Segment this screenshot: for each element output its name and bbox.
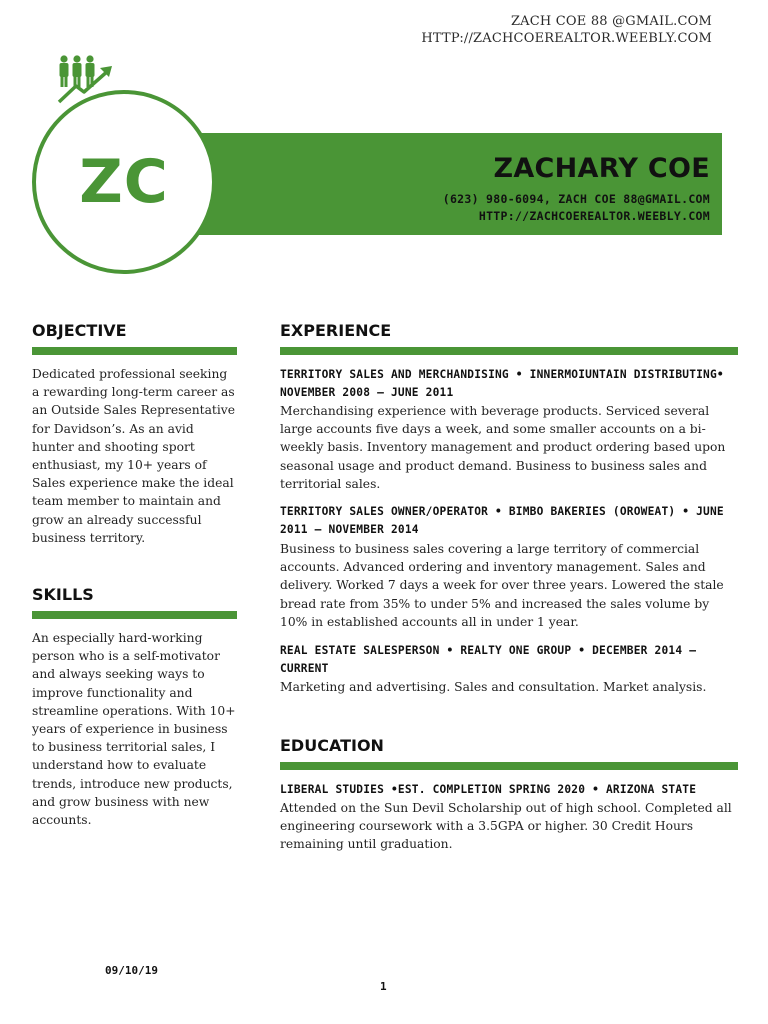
experience-rule: [280, 347, 738, 355]
education-title: EDUCATION: [280, 736, 384, 755]
job-heading-3: REAL ESTATE SALESPERSON • REALTY ONE GROUP • DECEMBER 2014 – CURRENT: [280, 644, 697, 675]
initials-circle: [32, 90, 216, 274]
skills-text: An especially hard-working person who is a self-motivator and always seeking ways to improve functionality and streamline operations. With 10+ years of experience in business to business territorial sales, I understand how to evaluate trends, introduce new products, and grow business with new accounts.: [32, 631, 236, 828]
skills-rule: [32, 611, 237, 619]
job-description-1: Merchandising experience with beverage products. Serviced several large accounts five days a week, and some smaller accounts on a bi-weekly basis. Inventory management and product ordering based upon seasonal usage and product demand. Business to business sales and territorial sales.: [280, 404, 726, 491]
experience-title: EXPERIENCE: [280, 321, 392, 340]
footer-date: 09/10/19: [105, 964, 158, 977]
objective-title: OBJECTIVE: [32, 321, 127, 340]
website: HTTP://ZACHCOEREALTOR.WEEBLY.COM: [478, 209, 710, 223]
education-heading: LIBERAL STUDIES •EST. COMPLETION SPRING 2020 • ARIZONA STATE: [280, 783, 697, 796]
page-number: 1: [380, 980, 387, 993]
top-website: HTTP://ZACHCOEREALTOR.WEEBLY.COM: [421, 31, 712, 46]
job-description-3: Marketing and advertising. Sales and consultation. Market analysis.: [280, 680, 707, 694]
initials: ZC: [79, 147, 169, 217]
job-heading-2: TERRITORY SALES OWNER/OPERATOR • BIMBO BAKERIES (OROWEAT) • JUNE 2011 – NOVEMBER 2014: [280, 505, 724, 536]
objective-text: Dedicated professional seeking a rewarding long-term career as an Outside Sales Representative for Davidson’s. As an avid hunter and shooting sport enthusiast, my 10+ years of Sales experience make the ideal team member to maintain and grow an already successful business territory.: [32, 367, 236, 545]
education-rule: [280, 762, 738, 770]
objective-rule: [32, 347, 237, 355]
top-email: ZACH COE 88 @GMAIL.COM: [510, 14, 712, 29]
top-contact-block: [421, 13, 712, 47]
phone-email: (623) 980-6094, ZACH COE 88@GMAIL.COM: [442, 192, 710, 206]
skills-title: SKILLS: [32, 585, 94, 604]
job-description-2: Business to business sales covering a large territory of commercial accounts. Advanced ordering and inventory management. Sales and delivery. Worked 7 days a week for over three years. Lowered the stale bread rate from 35% to under 5% and increased the sales volume by 10% in established accounts all in under 1 year.: [280, 542, 724, 629]
education-description: Attended on the Sun Devil Scholarship out of high school. Completed all engineering coursework with a 3.5GPA or higher. 30 Credit Hours remaining until graduation.: [280, 801, 732, 852]
job-heading-1: TERRITORY SALES AND MERCHANDISING • INNERMOIUNTAIN DISTRIBUTING• NOVEMBER 2008 – JUNE 2011: [280, 368, 724, 399]
full-name: ZACHARY COE: [493, 153, 710, 184]
